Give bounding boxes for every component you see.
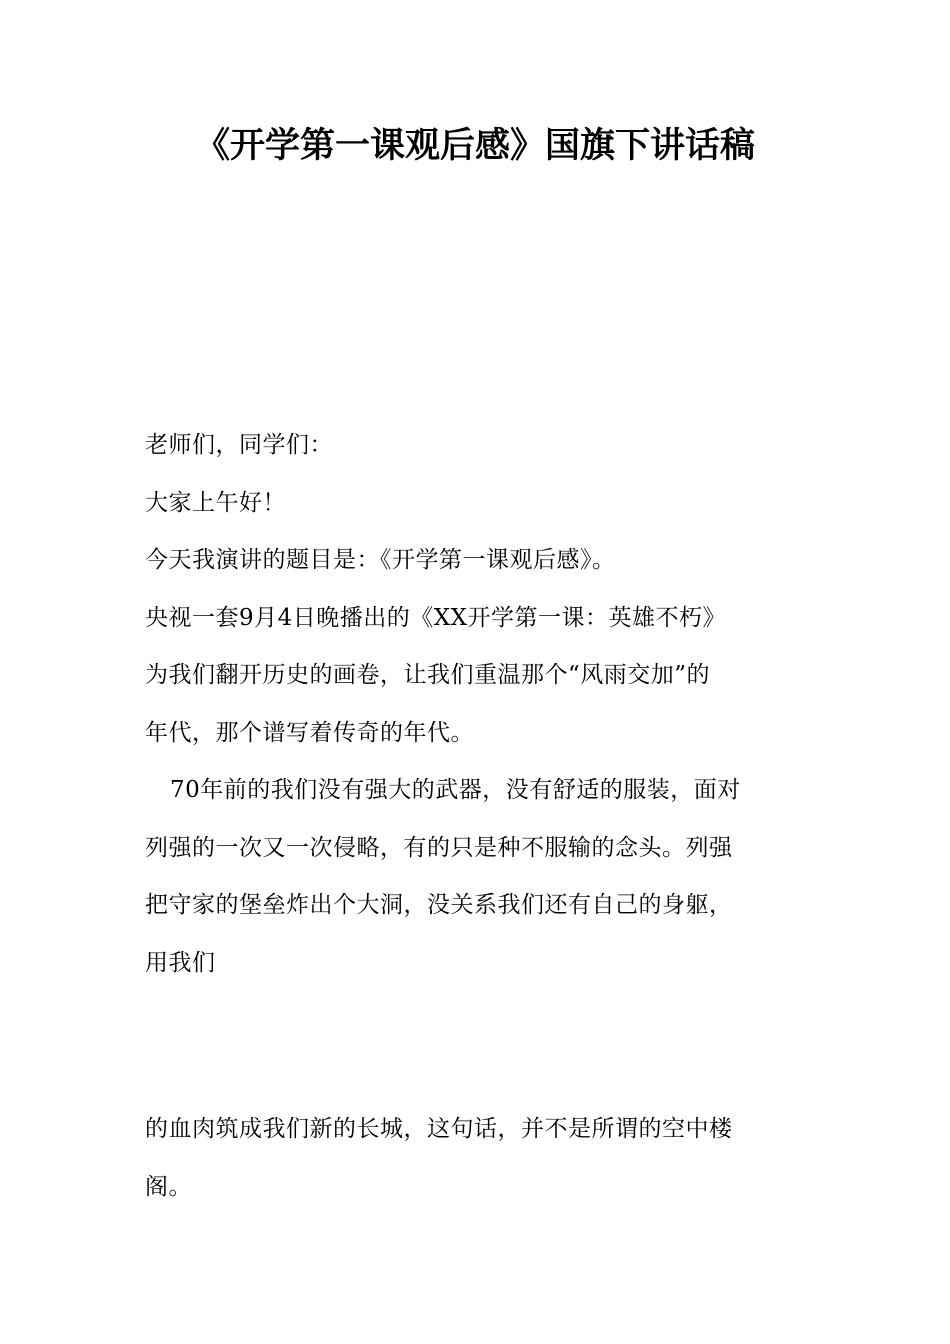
paragraph-line: 大家上午好！: [145, 489, 286, 516]
paragraph-line: 把守家的堡垒炸出个大洞，没关系我们还有自己的身躯，: [145, 892, 733, 918]
paragraph-line: 为我们翻开历史的画卷，让我们重温那个“风雨交加”的: [145, 662, 711, 688]
paragraph-line: 的血肉筑成我们新的长城，这句话，并不是所谓的空中楼: [145, 1116, 733, 1142]
body-text-block-1: [145, 417, 810, 992]
paragraph-line: 老师们，同学们：: [145, 432, 333, 458]
paragraph-line: 用我们: [145, 949, 216, 976]
paragraph-line: 央视一套9月4日晚播出的《XX开学第一课：英雄不朽》: [145, 604, 727, 631]
paragraph-line: 今天我演讲的题目是：《开学第一课观后感》。: [145, 547, 616, 573]
body-text-block-2: [145, 1101, 810, 1216]
paragraph-line: 年代，那个谱写着传奇的年代。: [145, 719, 474, 746]
paragraph-line: 列强的一次又一次侵略，有的只是种不服输的念头。列强: [145, 834, 733, 861]
paragraph-line: 70年前的我们没有强大的武器，没有舒适的服装，面对: [170, 777, 741, 803]
paragraph-line: 阁。: [145, 1173, 192, 1200]
document-title: 《开学第一课观后感》国旗下讲话稿: [194, 126, 755, 166]
